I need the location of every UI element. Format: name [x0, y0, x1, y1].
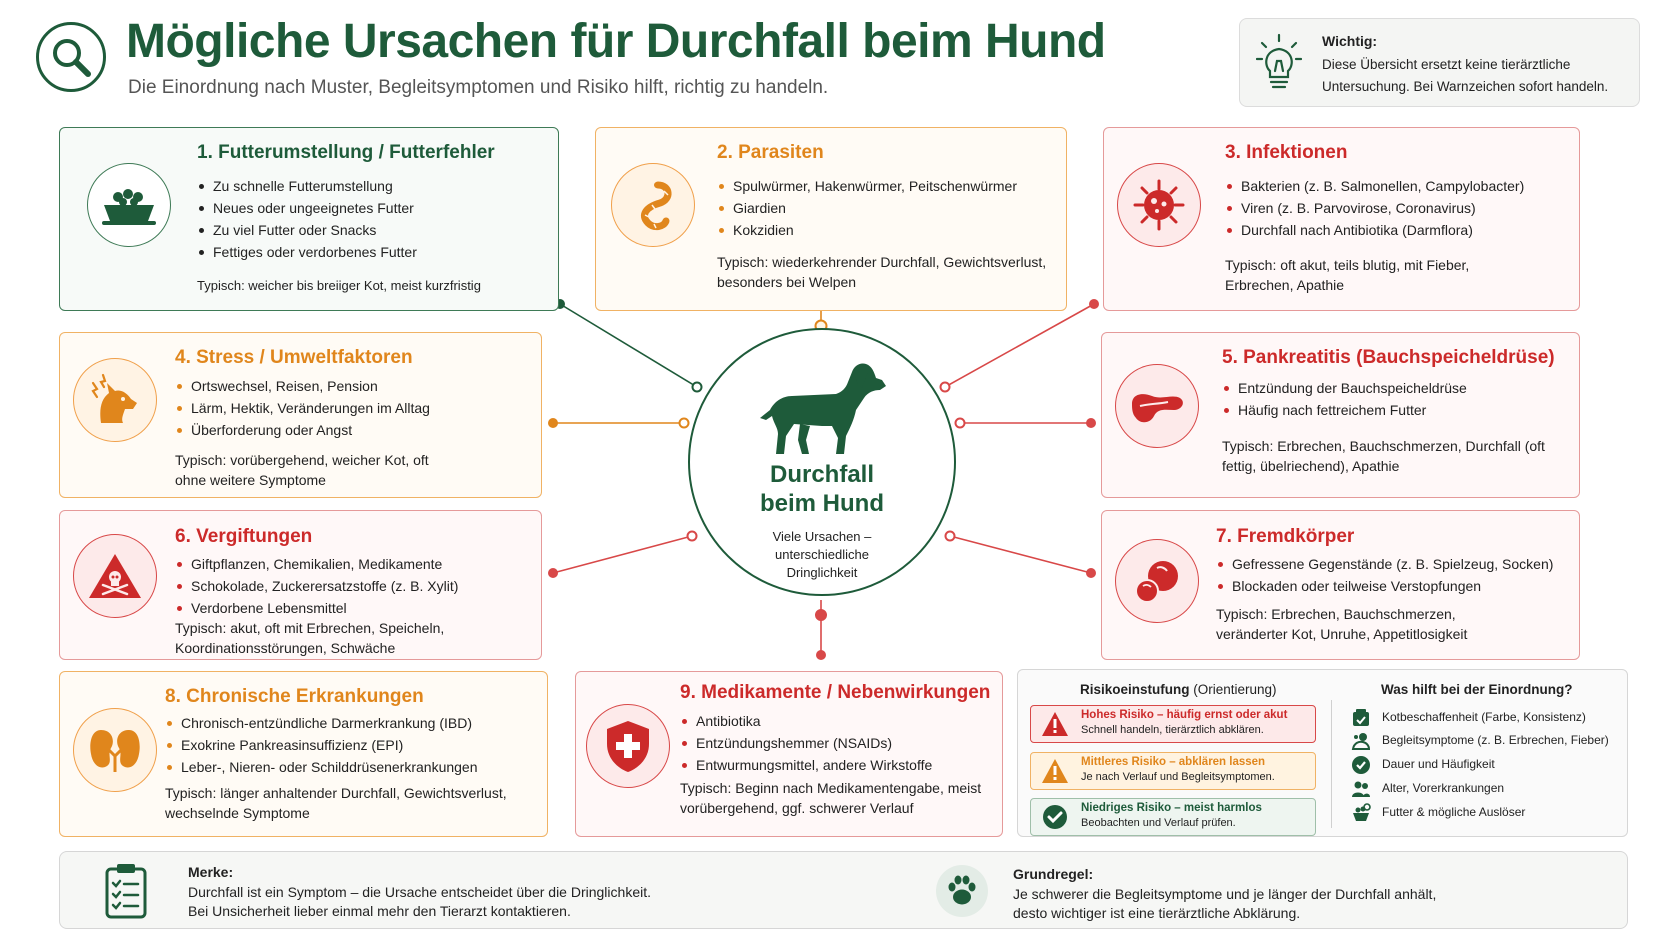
risk-level-head: Niedriges Risiko – meist harmlos	[1081, 802, 1262, 814]
help-item-text: Kotbeschaffenheit (Farbe, Konsistenz)	[1382, 710, 1586, 724]
virus-icon	[1117, 163, 1201, 247]
cause-title: 6. Vergiftungen	[175, 526, 313, 547]
cause-card-stress	[59, 332, 542, 498]
people-icon	[1351, 779, 1371, 799]
cause-item: Viren (z. B. Parvovirose, Coronavirus)	[1225, 197, 1524, 219]
cause-item: Ortswechsel, Reisen, Pension	[175, 375, 430, 397]
cause-card-chronic	[59, 671, 548, 837]
cause-title: 9. Medikamente / Nebenwirkungen	[680, 682, 991, 703]
cause-item: Kokzidien	[717, 219, 1017, 241]
cause-typical: Typisch: oft akut, teils blutig, mit Fieber, Erbrechen, Apathie	[1225, 257, 1470, 293]
worm-icon	[611, 163, 695, 247]
risk-level-sub: Beobachten und Verlauf prüfen.	[1081, 817, 1236, 829]
paw-icon	[935, 864, 989, 918]
cause-item: Spulwürmer, Hakenwürmer, Peitschenwürmer	[717, 175, 1017, 197]
cause-typical: Typisch: Erbrechen, Bauchschmerzen, veränderter Kot, Unruhe, Appetitlosigkeit	[1216, 606, 1468, 642]
cause-item: Neues oder ungeeignetes Futter	[197, 197, 417, 219]
cause-title: 3. Infektionen	[1225, 142, 1348, 163]
page-subtitle: Die Einordnung nach Muster, Begleitsymptomen und Risiko hilft, richtig zu handeln.	[128, 77, 829, 98]
help-item-text: Alter, Vorerkrankungen	[1382, 781, 1505, 795]
cause-typical: Typisch: akut, oft mit Erbrechen, Speicheln, Koordinationsstörungen, Schwäche	[175, 620, 445, 656]
cause-title: 1. Futterumstellung / Futterfehler	[197, 142, 495, 163]
cause-card-foreign-body	[1101, 510, 1580, 660]
cause-item: Giardien	[717, 197, 1017, 219]
cause-item: Überforderung oder Angst	[175, 419, 430, 441]
cause-card-feeding	[59, 127, 559, 311]
risk-level-sub: Je nach Verlauf und Begleitsymptomen.	[1081, 771, 1275, 783]
cause-title: 4. Stress / Umweltfaktoren	[175, 347, 413, 368]
cause-typical: Typisch: vorübergehend, weicher Kot, oft ohne weitere Symptome	[175, 452, 429, 488]
cause-item: Durchfall nach Antibiotika (Darmflora)	[1225, 219, 1524, 241]
cause-item: Blockaden oder teilweise Verstopfungen	[1216, 575, 1553, 597]
important-title: Wichtig:	[1322, 33, 1378, 49]
cause-card-infections	[1103, 127, 1580, 311]
cause-item: Giftpflanzen, Chemikalien, Medikamente	[175, 553, 458, 575]
cause-item: Schokolade, Zuckerersatzstoffe (z. B. Xylit)	[175, 575, 458, 597]
cause-typical: Typisch: länger anhaltender Durchfall, Gewichtsverlust, wechselnde Symptome	[165, 785, 507, 821]
cause-card-pancreatitis	[1101, 332, 1580, 498]
cause-item: Entzündung der Bauchspeicheldrüse	[1222, 377, 1467, 399]
lightbulb-icon	[1256, 33, 1302, 93]
cause-item: Entwurmungsmittel, andere Wirkstoffe	[680, 754, 932, 776]
foreign-body-icon	[1115, 539, 1199, 623]
footer-right-line: Je schwerer die Begleitsymptome und je länger der Durchfall anhält,	[1013, 886, 1437, 902]
footer-left-line: Durchfall ist ein Symptom – die Ursache entscheidet über die Dringlichkeit.	[188, 884, 651, 900]
risk-title-bold: Risikoeinstufung	[1080, 682, 1190, 697]
cause-card-poisoning	[59, 510, 542, 660]
pancreas-icon	[1115, 364, 1199, 448]
center-hub	[688, 328, 956, 596]
warning-red-icon	[1041, 711, 1069, 737]
help-item-text: Futter & mögliche Auslöser	[1382, 805, 1526, 819]
cause-item: Fettiges oder verdorbenes Futter	[197, 241, 417, 263]
cause-item: Lärm, Hektik, Veränderungen im Alltag	[175, 397, 430, 419]
dog-icon	[752, 358, 892, 458]
search-icon	[36, 22, 106, 92]
cause-typical: Typisch: weicher bis breiiger Kot, meist kurzfristig	[197, 278, 481, 293]
cause-item: Zu viel Futter oder Snacks	[197, 219, 417, 241]
medical-shield-icon	[586, 704, 670, 788]
clock-check-icon	[1351, 755, 1371, 775]
footer-left-heading: Merke:	[188, 864, 234, 880]
cause-card-medication	[575, 671, 1003, 837]
footer-left-line: Bei Unsicherheit lieber einmal mehr den Tierarzt kontaktieren.	[188, 903, 571, 919]
help-item-text: Dauer und Häufigkeit	[1382, 757, 1495, 771]
cause-title: 7. Fremdkörper	[1216, 526, 1355, 547]
cause-card-parasites	[595, 127, 1067, 311]
symptoms-icon	[1351, 731, 1371, 751]
risk-title	[1080, 682, 1277, 697]
center-title: Durchfall beim Hund	[760, 461, 884, 517]
cause-item: Exokrine Pankreasinsuffizienz (EPI)	[165, 734, 478, 756]
food-trigger-icon	[1351, 803, 1371, 823]
cause-item: Bakterien (z. B. Salmonellen, Campylobacter)	[1225, 175, 1524, 197]
important-note	[1239, 18, 1640, 107]
cause-title: 8. Chronische Erkrankungen	[165, 686, 424, 707]
cause-item: Antibiotika	[680, 710, 932, 732]
page-title: Mögliche Ursachen für Durchfall beim Hund	[126, 15, 1106, 68]
footer-right-line: desto wichtiger ist eine tierärztliche Abklärung.	[1013, 905, 1301, 921]
help-title: Was hilft bei der Einordnung?	[1381, 682, 1573, 697]
cause-title: 5. Pankreatitis (Bauchspeicheldrüse)	[1222, 347, 1555, 368]
center-subtitle: Viele Ursachen – unterschiedliche Dringlichkeit	[772, 529, 872, 580]
clipboard-icon	[104, 862, 148, 920]
risk-level-low	[1030, 798, 1316, 836]
divider	[1331, 700, 1332, 828]
poison-warning-icon	[73, 534, 157, 618]
cause-item: Entzündungshemmer (NSAIDs)	[680, 732, 932, 754]
risk-panel	[1017, 669, 1628, 837]
cause-typical: Typisch: Erbrechen, Bauchschmerzen, Durchfall (oft fettig, übelriechend), Apathie	[1222, 438, 1545, 474]
cause-item: Häufig nach fettreichem Futter	[1222, 399, 1467, 421]
cause-typical: Typisch: wiederkehrender Durchfall, Gewichtsverlust, besonders bei Welpen	[717, 254, 1047, 290]
important-text: Diese Übersicht ersetzt keine tierärztliche Untersuchung. Bei Warnzeichen sofort handeln.	[1322, 57, 1609, 94]
risk-level-head: Mittleres Risiko – abklären lassen	[1081, 756, 1266, 768]
footer-right-heading: Grundregel:	[1013, 866, 1094, 882]
stool-icon	[1351, 708, 1371, 728]
kidneys-icon	[73, 708, 157, 792]
help-item-text: Begleitsymptome (z. B. Erbrechen, Fieber)	[1382, 733, 1609, 747]
cause-title: 2. Parasiten	[717, 142, 824, 163]
risk-level-sub: Schnell handeln, tierärztlich abklären.	[1081, 724, 1264, 736]
check-circle-icon	[1041, 804, 1069, 830]
cause-item: Verdorbene Lebensmittel	[175, 597, 458, 619]
stressed-dog-icon	[73, 358, 157, 442]
warning-orange-icon	[1041, 758, 1069, 784]
food-bowl-icon	[87, 163, 171, 247]
footer-panel	[59, 851, 1628, 929]
cause-item: Gefressene Gegenstände (z. B. Spielzeug, Socken)	[1216, 553, 1553, 575]
cause-typical: Typisch: Beginn nach Medikamentengabe, meist vorübergehend, ggf. schwerer Verlauf	[680, 780, 982, 816]
risk-title-rest: (Orientierung)	[1189, 682, 1277, 697]
risk-level-high	[1030, 705, 1316, 743]
cause-item: Zu schnelle Futterumstellung	[197, 175, 417, 197]
risk-level-medium	[1030, 752, 1316, 790]
cause-item: Leber-, Nieren- oder Schilddrüsenerkrankungen	[165, 756, 478, 778]
cause-item: Chronisch-entzündliche Darmerkrankung (IBD)	[165, 712, 478, 734]
risk-level-head: Hohes Risiko – häufig ernst oder akut	[1081, 709, 1288, 721]
